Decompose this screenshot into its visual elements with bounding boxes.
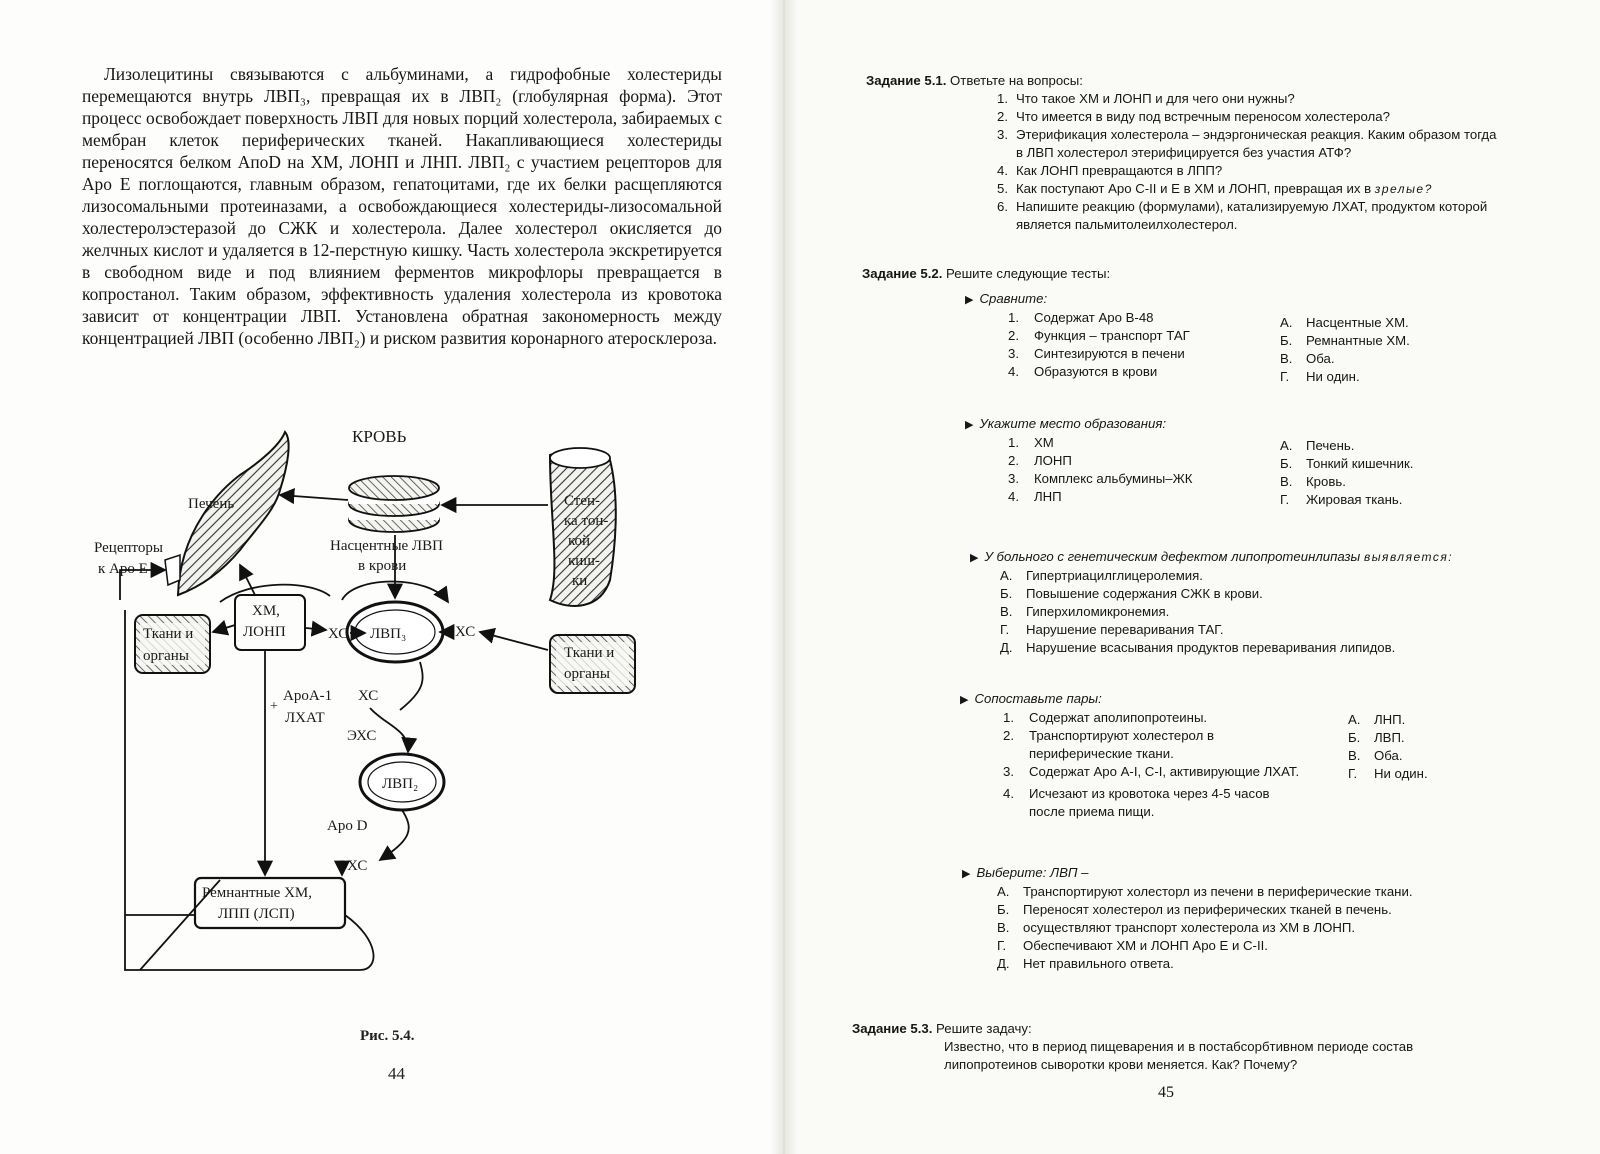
compare-item-2: 2. Функция – транспорт ТАГ	[1008, 328, 1190, 343]
place-label: Укажите место образования:	[979, 416, 1167, 431]
pairs-answer-d: Г. Ни один.	[1348, 766, 1428, 781]
compare-block: ▶ Сравните: 1. Содержат Аро В-48 2. Функция – транспорт ТАГ 3. Синтезируются в печени 4. Образуются в крови А. Насцентные ХМ. Б. Ремнантные ХМ. В. Оба. Г. Ни один.	[965, 290, 1525, 389]
question-6: 6. Напишите реакцию (формулами), катализируемую ЛХАТ, продуктом которой является пальмитолеилхолестерол.	[997, 199, 1488, 232]
hdl2-label: ЛВП₂	[382, 776, 419, 792]
intestine-label-3: кой	[568, 533, 591, 549]
intestine-label-5: ки	[572, 573, 588, 589]
xc-left-label: ХС	[328, 626, 349, 642]
remnant-label-1: Ремнантные ХМ,	[202, 885, 312, 901]
place-item-3: 3. Комплекс альбумины–ЖК	[1008, 471, 1193, 486]
nascent-hdl-discs	[349, 476, 439, 532]
liver-shape	[178, 432, 289, 595]
question-5: 5. Как поступают Аро С-II и Е в ХМ и ЛОНП, превращая их в зрелые?	[997, 181, 1433, 196]
exc-top-label: ЭХС	[347, 728, 377, 744]
book-gutter	[770, 0, 798, 1154]
apod-label: Аро D	[327, 818, 368, 834]
choose-option-e: Д. Нет правильного ответа.	[997, 956, 1174, 971]
defect-option-a: А. Гипертриацилглицеролемия.	[1000, 568, 1203, 583]
compare-answer-b: Б. Ремнантные ХМ.	[1280, 333, 1410, 348]
choose-block: ▶ Выберите: ЛВП – А. Транспортируют холесторл из печени в периферические ткани. Б. Переносят холестерол из периферических тканей в печень. В. осуществляют транспорт холестерола из ХМ в ЛОНП. Г. Обеспечивают ХМ и ЛОНП Аро Е и С-II. Д. Нет правильного ответа.	[962, 864, 1532, 973]
question-1: 1. Что такое ХМ и ЛОНП и для чего они нужны?	[997, 91, 1295, 106]
pairs-block: ▶ Сопоставьте пары: 1. Содержат аполипопротеины. 2. Транспортируют холестерол в периферические ткани. 3. Содержат Аро А-I, С-I, активирующие ЛХАТ. 4. Исчезают из кровотока через 4-5 часов после приема пищи. А. ЛНП. Б. ЛВП. В. Оба. Г. Ни один.	[960, 690, 1530, 839]
task3-title: Задание 5.3.	[852, 1021, 933, 1036]
page-number-right: 45	[1158, 1084, 1174, 1101]
compare-answer-c: В. Оба.	[1280, 351, 1335, 366]
question-3: 3. Этерификация холестерола – эндэргоническая реакция. Каким образом тогда в ЛВП холестерол этерифицируется без участия АТФ?	[997, 127, 1497, 160]
figure-caption: Рис. 5.4.	[360, 1028, 415, 1044]
pairs-item-4: 4. Исчезают из кровотока через 4-5 часов после приема пищи.	[1003, 786, 1270, 819]
question-2: 2. Что имеется в виду под встречным переносом холестерола?	[997, 109, 1390, 124]
hdl3-label: ЛВП₃	[370, 626, 407, 642]
tissues-left-label-1: Ткани и	[143, 626, 194, 642]
compare-label: Сравните:	[979, 291, 1048, 306]
tissues-left-label-2: органы	[143, 648, 189, 664]
place-answer-c: В. Кровь.	[1280, 474, 1346, 489]
compare-answer-a: А. Насцентные ХМ.	[1280, 315, 1409, 330]
nascent-hdl-label-1: Насцентные ЛВП	[330, 538, 443, 554]
place-item-2: 2. ЛОНП	[1008, 453, 1072, 468]
left-body-text	[82, 63, 722, 349]
task-5-3	[852, 1020, 1512, 1074]
compare-item-3: 3. Синтезируются в печени	[1008, 346, 1185, 361]
pairs-answer-c: В. Оба.	[1348, 748, 1403, 763]
exc-bottom-label: ЭХС	[338, 858, 368, 874]
pairs-label: Сопоставьте пары:	[974, 691, 1102, 706]
task1-title: Задание 5.1.	[866, 73, 947, 88]
choose-option-a: А. Транспортируют холесторл из печени в периферические ткани.	[997, 884, 1413, 899]
defect-block: ▶ У больного с генетическим дефектом липопротеинлипазы выявляется: А. Гипертриацилглицеролемия. Б. Повышение содержания СЖК в крови. В. Гиперхиломикронемия. Г. Нарушение переваривания ТАГ. Д. Нарушение всасывания продуктов переваривания липидов.	[970, 548, 1550, 657]
pairs-item-1: 1. Содержат аполипопротеины.	[1003, 710, 1208, 725]
place-answer-d: Г. Жировая ткань.	[1280, 492, 1403, 507]
pairs-item-3: 3. Содержат Аро А-I, С-I, активирующие ЛХАТ.	[1003, 764, 1300, 779]
xc-right-label: ХС	[455, 624, 476, 640]
defect-option-e: Д. Нарушение всасывания продуктов переваривания липидов.	[1000, 640, 1396, 655]
nascent-hdl-label-2: в крови	[358, 558, 407, 574]
intestine-label-4: киш-	[568, 553, 600, 569]
receptors-label-2: к Аро Е	[98, 561, 148, 577]
place-answer-b: Б. Тонкий кишечник.	[1280, 456, 1414, 471]
intestine-label-2: ка тон-	[564, 513, 609, 529]
lipoprotein-metabolism-diagram	[80, 370, 770, 1020]
compare-answer-d: Г. Ни один.	[1280, 369, 1360, 384]
task3-instruction: Решите задачу:	[936, 1021, 1032, 1036]
task1-instruction: Ответьте на вопросы:	[950, 73, 1083, 88]
remnant-label-2: ЛПП (ЛСП)	[218, 906, 295, 922]
blood-label: КРОВЬ	[352, 427, 407, 446]
pairs-item-2: 2. Транспортируют холестерол в периферические ткани.	[1003, 728, 1214, 761]
tissues-right-label-1: Ткани и	[564, 645, 615, 661]
task3-text: Известно, что в период пищеварения и в постабсорбтивном периоде состав липопротеинов сыворотки крови меняется. Как? Почему?	[944, 1039, 1414, 1072]
place-item-1: 1. ХМ	[1008, 435, 1054, 450]
compare-item-4: 4. Образуются в крови	[1008, 364, 1158, 379]
question-4: 4. Как ЛОНП превращаются в ЛПП?	[997, 163, 1223, 178]
xc-mid-label: ХС	[358, 688, 379, 704]
task2-instruction: Решите следующие тесты:	[946, 266, 1111, 281]
choose-label: Выберите: ЛВП –	[976, 865, 1089, 880]
place-block: ▶ Укажите место образования: 1. ХМ 2. ЛОНП 3. Комплекс альбумины–ЖК 4. ЛНП А. Печень. Б. Тонкий кишечник. В. Кровь. Г. Жировая ткань.	[965, 415, 1525, 514]
xm-lonp-label-2: ЛОНП	[243, 624, 286, 640]
choose-option-d: Г. Обеспечивают ХМ и ЛОНП Аро Е и С-II.	[997, 938, 1268, 953]
choose-option-b: Б. Переносят холестерол из периферических тканей в печень.	[997, 902, 1392, 917]
task1-questions	[990, 90, 1500, 234]
task-5-1	[866, 72, 1516, 234]
defect-option-c: В. Гиперхиломикронемия.	[1000, 604, 1170, 619]
task-5-2	[862, 265, 1542, 283]
task2-title: Задание 5.2.	[862, 266, 943, 281]
place-item-4: 4. ЛНП	[1008, 489, 1062, 504]
intestine-label-1: Стен-	[564, 493, 601, 509]
paragraph-lysolecithins: Лизолецитины связываются с альбуминами, а гидрофобные холестериды перемещаются внутрь ЛВП₃, превращая их в ЛВП₂ (глобулярная форма). Этот процесс освобождает поверхность ЛВП для новых порций холестерола, забираемых с мембран клеток периферических тканей. Накапливающиеся холестериды переносятся белком АпоD на ХМ, ЛОНП и ЛНП. ЛВП₂ с участием рецепторов для Аро Е поглощаются, главным образом, гепатоцитами, где их белки расщепляются лизосомальными протеиназами, а освобождающиеся холестериды-лизосомальной холестеролэстеразой до СЖК и холестерола. Далее холестерол окисляется до желчных кислот и удаляется в 12-перстную кишку. Часть холестерола экскретируется в свободном виде и под влиянием ферментов микрофлоры превращается в копростанол. Таким образом, эффективность удаления холестерола из кровотока зависит от концентрации ЛВП. Установлена обратная закономерность между концентрацией ЛВП (особенно ЛВП₂) и риском развития коронарного атеросклероза.	[82, 64, 722, 348]
receptors-label-1: Рецепторы	[94, 540, 163, 556]
apoa1-label: АроА-1	[283, 688, 333, 704]
defect-label: У больного с генетическим дефектом липопротеинлипазы	[984, 549, 1361, 564]
defect-option-b: Б. Повышение содержания СЖК в крови.	[1000, 586, 1263, 601]
xm-lonp-label-1: ХМ,	[252, 603, 280, 619]
choose-option-c: В. осуществляют транспорт холестерола из ХМ в ЛОНП.	[997, 920, 1356, 935]
plus-sign: +	[270, 699, 278, 714]
tissues-right-label-2: органы	[564, 666, 610, 682]
place-answer-a: А. Печень.	[1280, 438, 1355, 453]
defect-option-d: Г. Нарушение переваривания ТАГ.	[1000, 622, 1224, 637]
liver-label: Печень	[188, 496, 235, 512]
pairs-answer-a: А. ЛНП.	[1348, 712, 1406, 727]
compare-item-1: 1. Содержат Аро В-48	[1008, 310, 1154, 325]
lcat-label: ЛХАТ	[285, 710, 325, 726]
pairs-answer-b: Б. ЛВП.	[1348, 730, 1405, 745]
page-number-left: 44	[388, 1064, 405, 1083]
